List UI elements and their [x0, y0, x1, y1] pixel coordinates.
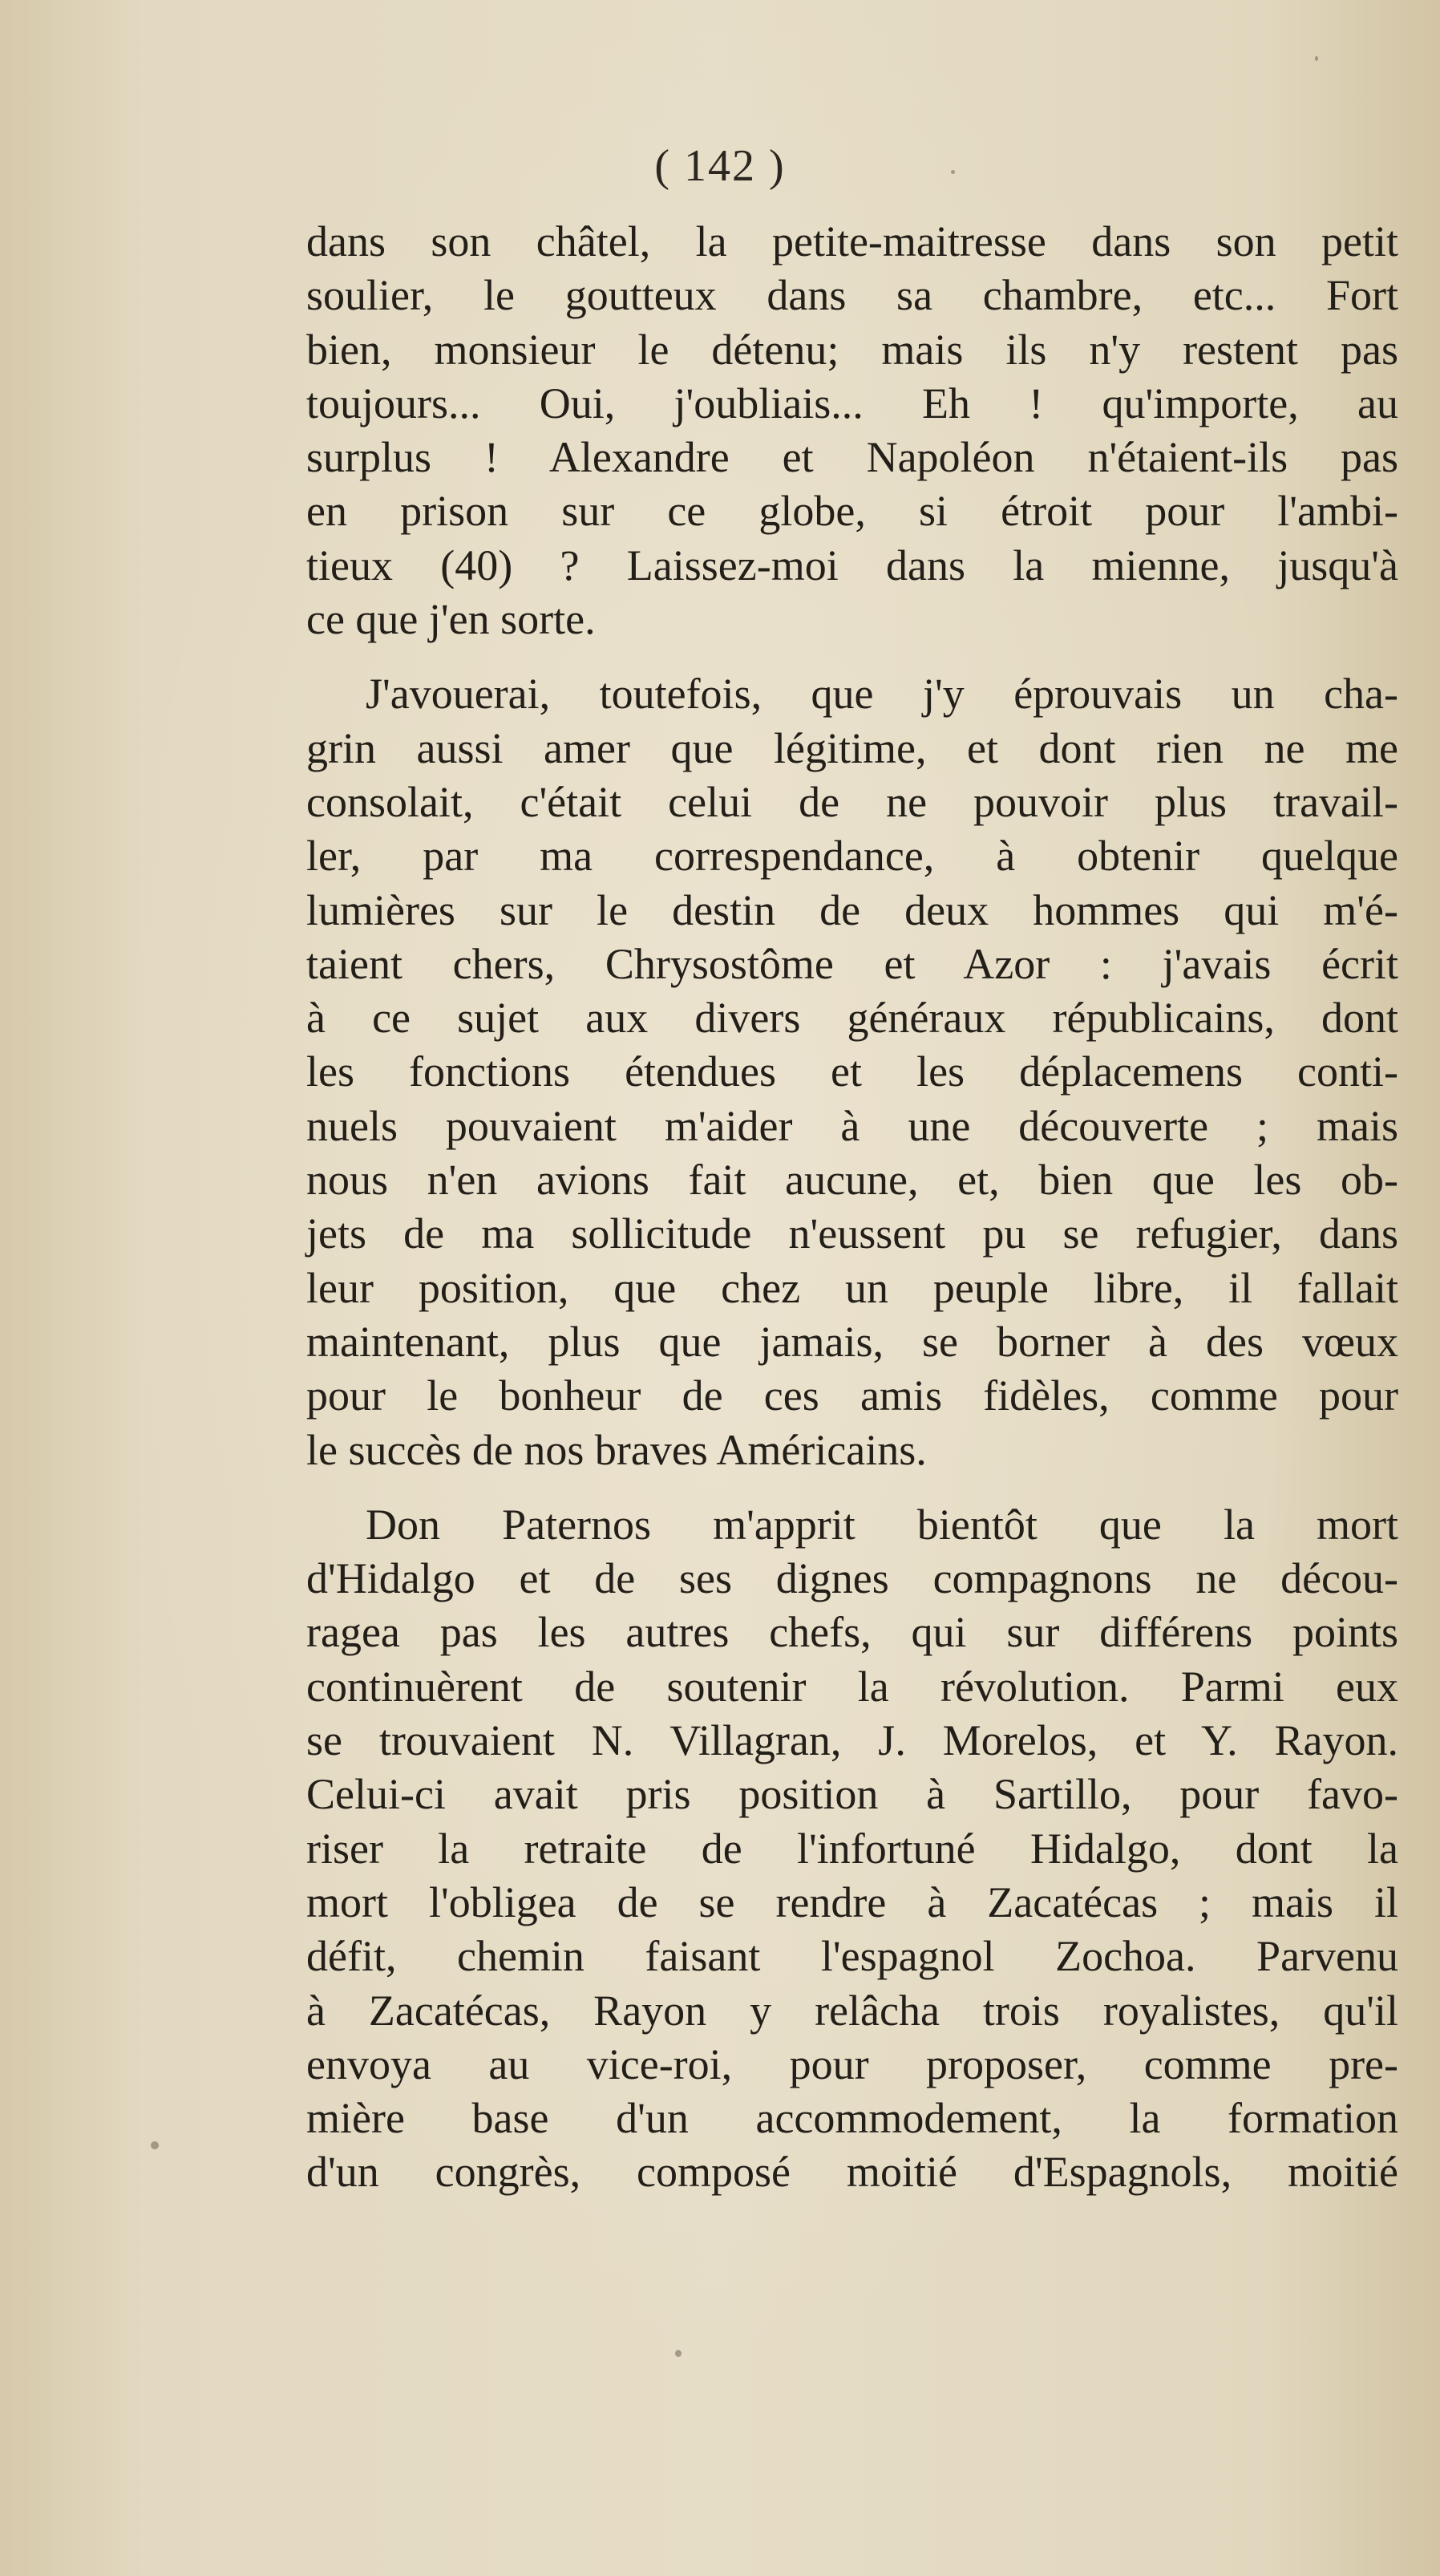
text-line: lumières sur le destin de deux hommes qui m'é- — [306, 885, 1398, 934]
text-line: mort l'obligea de se rendre à Zacatécas ; mais il — [306, 1877, 1398, 1926]
text-line: ragea pas les autres chefs, qui sur différens points — [306, 1608, 1398, 1657]
page-number: ( 142 ) — [654, 141, 786, 191]
text-line: leur position, que chez un peuple libre, il fallait — [306, 1263, 1398, 1312]
text-line: en prison sur ce globe, si étroit pour l'ambi- — [306, 487, 1398, 536]
text-line: toujours... Oui, j'oubliais... Eh ! qu'importe, au — [306, 379, 1398, 427]
paragraph-1 — [306, 215, 1398, 646]
text-line: pour le bonheur de ces amis fidèles, comme pour — [306, 1371, 1398, 1420]
paper-speck — [1315, 56, 1318, 61]
text-line: d'Hidalgo et de ses dignes compagnons ne décou- — [306, 1554, 1398, 1603]
paragraph-gap — [306, 646, 1398, 667]
text-line: consolait, c'était celui de ne pouvoir plus travail- — [306, 777, 1398, 826]
paper-speck — [675, 2350, 682, 2357]
text-line: à Zacatécas, Rayon y relâcha trois royalistes, qu'il — [306, 1986, 1398, 2035]
text-line: d'un congrès, composé moitié d'Espagnols, moitié — [306, 2148, 1398, 2197]
text-line: maintenant, plus que jamais, se borner à des vœux — [306, 1317, 1398, 1366]
text-line: Celui-ci avait pris position à Sartillo, pour favo- — [306, 1770, 1398, 1819]
text-line: envoya au vice-roi, pour proposer, comme pre- — [306, 2039, 1398, 2088]
text-line: J'avouerai, toutefois, que j'y éprouvais un cha- — [366, 670, 1398, 719]
text-line: défit, chemin faisant l'espagnol Zochoa. Parvenu — [306, 1932, 1398, 1981]
text-line: ce que j'en sorte. — [306, 595, 596, 644]
text-line: grin aussi amer que légitime, et dont rien ne me — [306, 723, 1398, 772]
text-line: bien, monsieur le détenu; mais ils n'y restent pas — [306, 325, 1398, 374]
text-line: dans son châtel, la petite-maitresse dans son petit — [306, 217, 1398, 265]
text-line: riser la retraite de l'infortuné Hidalgo, dont la — [306, 1824, 1398, 1873]
text-line: surplus ! Alexandre et Napoléon n'étaient-ils pas — [306, 433, 1398, 482]
paper-speck — [151, 2141, 159, 2149]
text-line: nuels pouvaient m'aider à une découverte ; mais — [306, 1101, 1398, 1150]
text-line: à ce sujet aux divers généraux républicains, dont — [306, 994, 1398, 1043]
text-line: ler, par ma correspendance, à obtenir quelque — [306, 832, 1398, 881]
text-line: Don Paternos m'apprit bientôt que la mort — [366, 1500, 1398, 1549]
text-line: tieux (40) ? Laissez-moi dans la mienne, jusqu'à — [306, 541, 1398, 589]
paragraph-gap — [306, 1477, 1398, 1498]
text-line: soulier, le goutteux dans sa chambre, etc... Fort — [306, 271, 1398, 320]
text-line: les fonctions étendues et les déplacemens conti- — [306, 1047, 1398, 1096]
text-line: mière base d'un accommodement, la formation — [306, 2094, 1398, 2143]
paragraph-3 — [306, 1498, 1398, 2200]
paragraph-2 — [306, 667, 1398, 1476]
text-line: se trouvaient N. Villagran, J. Morelos, et Y. Rayon. — [306, 1716, 1398, 1765]
text-line: nous n'en avions fait aucune, et, bien que les ob- — [306, 1156, 1398, 1205]
text-line: le succès de nos braves Américains. — [306, 1425, 927, 1474]
text-line: jets de ma sollicitude n'eussent pu se refugier, dans — [306, 1209, 1398, 1258]
text-line: continuèrent de soutenir la révolution. Parmi eux — [306, 1662, 1398, 1711]
body-text — [306, 215, 1398, 2200]
text-line: taient chers, Chrysostôme et Azor : j'avais écrit — [306, 939, 1398, 988]
